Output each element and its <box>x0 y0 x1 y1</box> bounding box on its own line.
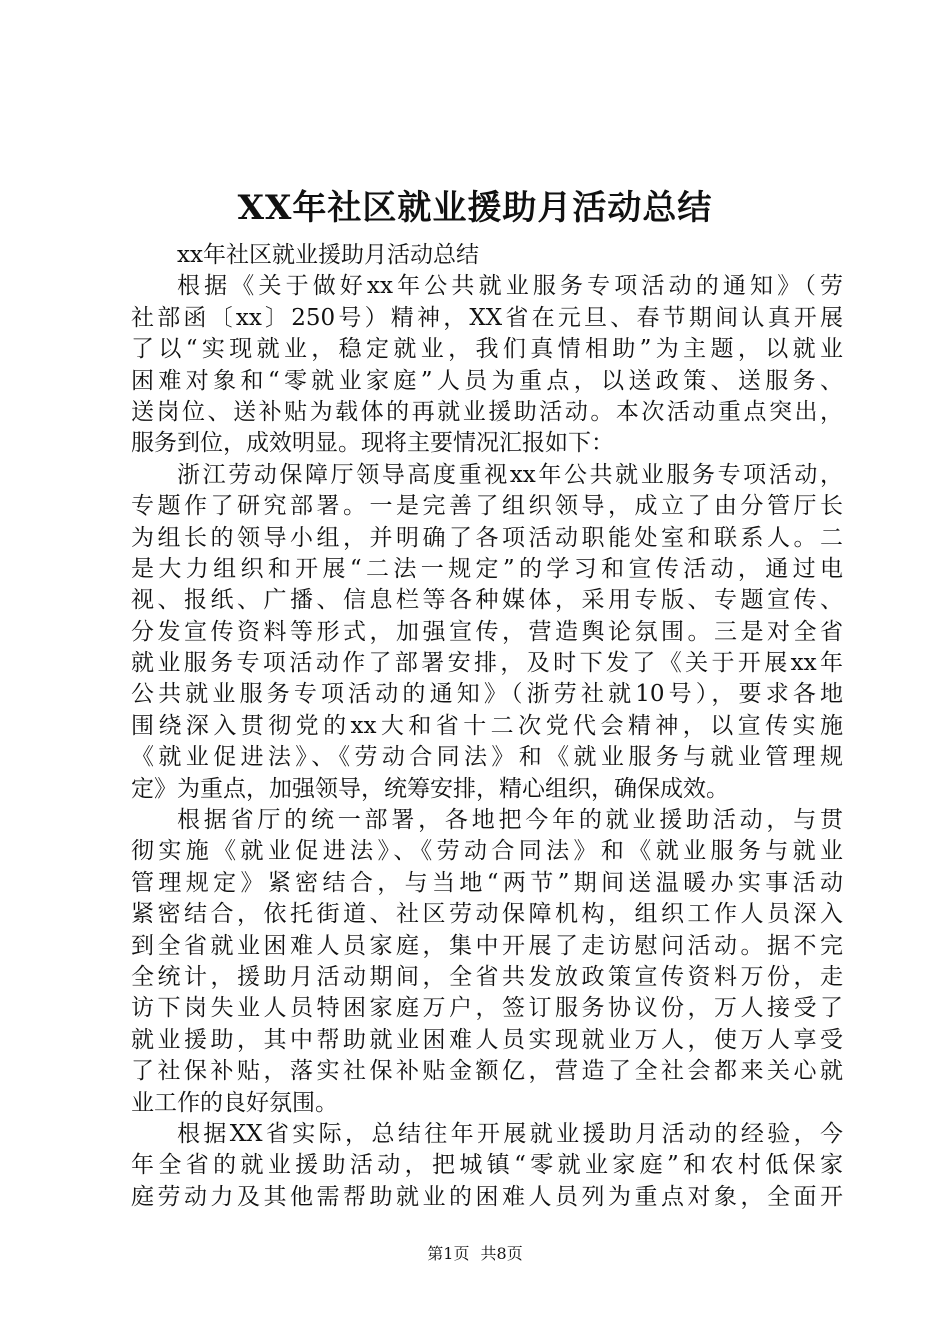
body-line: 到全省就业困难人员家庭，集中开展了走访慰问活动。据不完 <box>131 932 843 959</box>
body-line: 定》为重点，加强领导，统筹安排，精心组织，确保成效。 <box>131 775 729 802</box>
body-line: 浙江劳动保障厅领导高度重视xx年公共就业服务专项活动， <box>177 461 843 488</box>
body-line: 根据XX省实际，总结往年开展就业援助月活动的经验，今 <box>177 1120 843 1147</box>
document-body <box>131 240 843 1213</box>
body-line: 了以“实现就业，稳定就业，我们真情相助”为主题，以就业 <box>131 336 843 363</box>
body-line: 就业服务专项活动作了部署安排，及时下发了《关于开展xx年 <box>131 650 843 677</box>
body-line: 困难对象和“零就业家庭”人员为重点，以送政策、送服务、 <box>131 367 843 394</box>
document-title: XX年社区就业援助月活动总结 <box>237 188 713 228</box>
body-line: 业工作的良好氛围。 <box>131 1089 338 1116</box>
page-total: 共8页 <box>480 1244 523 1263</box>
body-line: 根据《关于做好xx年公共就业服务专项活动的通知》（劳 <box>177 273 843 300</box>
body-line: 服务到位，成效明显。现将主要情况汇报如下： <box>131 430 614 457</box>
body-line: 根据省厅的统一部署，各地把今年的就业援助活动，与贯 <box>177 807 843 834</box>
body-line: 《就业促进法》、《劳动合同法》和《就业服务与就业管理规 <box>131 744 843 771</box>
body-line: 年全省的就业援助活动，把城镇“零就业家庭”和农村低保家 <box>131 1152 843 1179</box>
body-line: 紧密结合，依托街道、社区劳动保障机构，组织工作人员深入 <box>131 901 843 928</box>
body-line: 专题作了研究部署。一是完善了组织领导，成立了由分管厅长 <box>131 493 843 520</box>
body-line: 全统计，援助月活动期间，全省共发放政策宣传资料万份，走 <box>131 963 843 990</box>
body-line: 访下岗失业人员特困家庭万户，签订服务协议份，万人接受了 <box>131 995 843 1022</box>
body-line: 视、报纸、广播、信息栏等各种媒体，采用专版、专题宣传、 <box>131 587 843 614</box>
body-line: 彻实施《就业促进法》、《劳动合同法》和《就业服务与就业 <box>131 838 843 865</box>
page-number: 第1页 <box>427 1244 470 1263</box>
body-line: 就业援助，其中帮助就业困难人员实现就业万人，使万人享受 <box>131 1026 843 1053</box>
body-line: 分发宣传资料等形式，加强宣传，营造舆论氛围。三是对全省 <box>131 618 843 645</box>
body-line: 送岗位、送补贴为载体的再就业援助活动。本次活动重点突出， <box>131 398 843 425</box>
body-line: 庭劳动力及其他需帮助就业的困难人员列为重点对象，全面开 <box>131 1183 843 1210</box>
body-line: 了社保补贴，落实社保补贴金额亿，营造了全社会都来关心就 <box>131 1058 843 1085</box>
body-line: 公共就业服务专项活动的通知》（浙劳社就10号），要求各地 <box>131 681 843 708</box>
body-line: xx年社区就业援助月活动总结 <box>177 242 479 268</box>
body-line: 社部函〔xx〕250号）精神，XX省在元旦、春节期间认真开展 <box>131 304 843 331</box>
body-line: 是大力组织和开展“二法一规定”的学习和宣传活动，通过电 <box>131 555 843 582</box>
body-line: 管理规定》紧密结合，与当地“两节”期间送温暖办实事活动 <box>131 869 843 896</box>
body-line: 围绕深入贯彻党的xx大和省十二次党代会精神，以宣传实施 <box>131 712 843 739</box>
body-line: 为组长的领导小组，并明确了各项活动职能处室和联系人。二 <box>131 524 843 551</box>
page-footer <box>0 1242 950 1266</box>
